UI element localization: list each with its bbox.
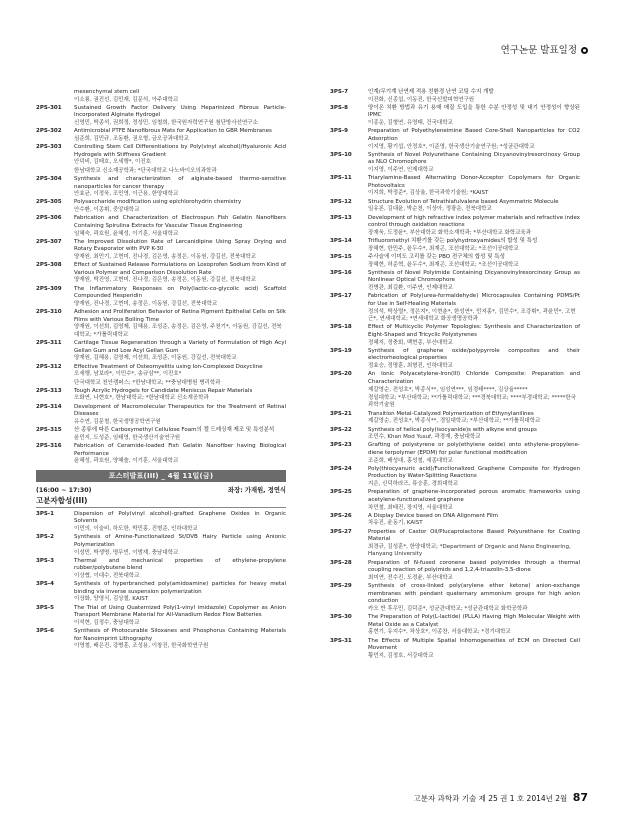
entry-title: mesenchymal stem cell	[74, 89, 140, 95]
entry-authors: 오세행, 남보라*, 이민수*, 송규삼**, 이진호*	[74, 371, 182, 378]
program-entry	[36, 89, 286, 104]
program-entry	[330, 324, 580, 347]
circle-bullet-icon	[581, 47, 588, 54]
entry-title: A Display Device based on DNA Alignment Film	[368, 512, 499, 519]
program-entry	[36, 340, 286, 363]
entry-code: 3PS-2	[36, 534, 54, 541]
entry-title: Synthesis of Novel Polyimide Containing Dicyanovinylresorcinoxy Group as Nonlinear Optical Chromophore	[368, 269, 580, 284]
program-entry	[330, 583, 580, 613]
page-number: 87	[572, 791, 588, 804]
entry-title: Grafting of polystyrene or poly(ethylene oxide) onto ethylene-propylene-diene terpolymer (EPDM) for polar functional modification	[368, 442, 580, 456]
entry-title: Synthesis and characterization of alginate-based thermo-sensitive nanoparticles for cancer therapy	[74, 175, 286, 190]
header-title: 연구논문 발표일정	[500, 45, 577, 56]
entry-authors: 제갈영순, 전성호*, 박종식**, 임성연***, 임경태****, 김상율*****	[368, 386, 528, 393]
entry-title: Tough Acrylic Hydrogels for Candidate Meniscus Repair Materials	[74, 387, 253, 394]
entry-authors: 제갈영순, 전성호*, 박종식**, 경일대학교; *부산대학교; **가톨릭대학교	[368, 418, 541, 425]
program-entry	[36, 558, 286, 581]
entry-authors: 이지희, 박정준*, 김상율, 한국과학기술원; *KAIST	[368, 190, 489, 197]
entry-title: Synthesis of Photocurable Siloxanes and Phosphorus Containing Materials for Nanoimprint Lithography	[74, 628, 286, 642]
entry-code: 3PS-18	[330, 324, 352, 331]
program-entry	[330, 489, 580, 512]
entry-title: The Improved Dissolution Rate of Lercanidipine Using Spray Drying and Rotary Evaporator with PVP K-30	[74, 238, 286, 253]
entry-title: Effect of Multicyclic Polymer Topologies: Synthesis and Characterization of Eight-Shaped and Tricyclic Polystyrenes	[368, 324, 580, 338]
entry-authors: 임혜숙, 곽호원, 윤혜성, 이기훈, 서울대학교	[74, 230, 179, 237]
entry-title: The Trial of Using Quaternized Poly(1-vinyl imidazole) Copolymer as Anion Transport Membrane Material for All-Vanadium Redox Flow Batteries	[74, 604, 286, 619]
program-entry	[330, 89, 580, 104]
entry-authors: 정효승, 정명훈, 최형진, 인하대학교	[368, 363, 453, 370]
entry-code: 2PS-301	[36, 104, 62, 111]
entry-code: 3PS-8	[330, 104, 348, 111]
program-entry	[330, 152, 580, 175]
program-entry	[36, 168, 286, 176]
entry-title: Fabrication and Characterization of Electrospun Fish Gelatin Nanofibers Containing Spirulina Extracts for Vascular Tissue Engineering	[74, 215, 286, 229]
entry-authors: 양재원, 최민기, 고현미, 진나경, 김은영, 송정은, 이동원, 강길선, 전북대학교	[74, 253, 257, 260]
entry-authors: 전병관, 최길환, 이주연, 인제대학교	[368, 285, 453, 292]
entry-code: 3PS-27	[330, 528, 352, 535]
entry-authors: 장재욱, 도정윤*, 부산대학교 화학소재학과; *부산대학교 화학교육과	[368, 229, 532, 236]
entry-authors: 안덕비, 김태호, 오세행*, 이진호	[74, 159, 151, 166]
entry-title: The Preparation of Poly(L-lactide) (PLLA) Having High Molecular Weight with Metal Oxide as a Catalyst	[368, 614, 580, 628]
entry-title: 산 종류에 따른 Carboxymethyl Cellulose Foam의 겔 드레싱재 제조 및 특성분석	[74, 427, 275, 434]
entry-code: 2PS-316	[36, 443, 62, 450]
entry-code: 3PS-26	[330, 512, 352, 519]
entry-authors: 이지영, 황기섭, 안정호*, 이준영, 한국생산기술연구원; *성균관대학교	[368, 143, 535, 150]
program-entry	[330, 348, 580, 371]
entry-title: Synthesis of Novel Polyurethane Containing Dicyanovinylresorcinoxy Group as NLO Chromophore	[368, 151, 580, 166]
entry-code: 3PS-1	[36, 510, 54, 517]
entry-title: Development of Macromolecular Therapeutics for the Treatment of Retinal Diseases	[74, 403, 286, 418]
entry-authors: 정의석, 박상렬*, 정은지*, 이현춘*, 한성연*, 민지홍*, 김민수*, 조강휘*, 곽윤민*, 고현근*, 연세대학교; *연세대학교 화공생명공학과	[368, 308, 576, 323]
entry-authors: 윤민지, 도성준, 임태영, 한국생산기술연구원	[74, 434, 181, 441]
entry-authors: 한남대학교 신소재공학과; *단국대학교 나노바이오의과학과	[74, 167, 217, 174]
entry-authors: 이종운, 김형연, 유영태, 건국대학교	[368, 120, 453, 127]
entry-authors: 장혜현, 허준혁, 윤두수*, 최재곤, 조선대학교; *조선이공대학교	[368, 261, 519, 268]
entry-title: Fabrication of Ceramide-loaded Fish Gelatin Nanofiber having Biological Performance	[74, 443, 286, 457]
program-entry	[330, 371, 580, 394]
program-entry	[330, 215, 580, 238]
program-entry	[36, 534, 286, 557]
session-title: 고분자합성(III)	[36, 495, 88, 505]
entry-code: 2PS-313	[36, 387, 62, 394]
entry-authors: 경일대학교; *부산대학교; **가톨릭대학교; ***경북대학교; ****부경대학교; *****한국과학기술원	[368, 394, 577, 409]
entry-title: Effective Treatment of Osteomyelitis using Ion-Complexed Doxycline	[74, 363, 263, 370]
program-entry	[330, 395, 580, 410]
program-entry	[36, 404, 286, 427]
entry-code: 2PS-312	[36, 363, 62, 370]
entry-code: 3PS-17	[330, 293, 352, 300]
program-entry	[36, 427, 286, 442]
entry-title: 양이온 치환 방법과 유기 용매 매질 도입을 통한 수분 안정성 및 대기 안정성이 향상된 IPMC	[368, 104, 580, 119]
entry-title: 인계/무기계 난연제 적용 친환경 난연 코팅 수지 개발	[368, 89, 494, 95]
entry-title: Preparation of graphene-incorporated porous aromatic frameworks using acetylene-functionalized graphene	[368, 489, 580, 503]
entry-authors: 심준희, 김민규, 조동환, 권오형, 금오공과대학교	[74, 135, 189, 142]
entry-code: 3PS-24	[330, 465, 352, 472]
entry-code: 2PS-303	[36, 144, 62, 151]
footer	[413, 791, 588, 804]
entry-code: 2PS-305	[36, 199, 62, 206]
entry-code: 2PS-314	[36, 403, 62, 410]
program-entry	[330, 128, 580, 151]
program-entry	[36, 262, 286, 285]
entry-code: 3PS-7	[330, 89, 348, 95]
entry-title: Synthesis of hyperbranched poly(amidoamine) particles for heavy metal binding via inverse suspension polymerization	[74, 581, 286, 595]
entry-code: 3PS-25	[330, 489, 352, 496]
entry-code: 3PS-4	[36, 581, 54, 588]
entry-code: 2PS-306	[36, 215, 62, 222]
entry-code: 2PS-307	[36, 238, 62, 245]
entry-authors: 이상협, 이대수, 전북대학교	[74, 573, 140, 579]
program-entry	[36, 176, 286, 199]
program-entry	[36, 605, 286, 628]
entry-title: Dispersion of Poly(vinyl alcohol)-grafted Graphene Oxides in Organic Solvents	[74, 510, 286, 525]
entry-code: 2PS-302	[36, 128, 62, 135]
entry-authors: 조민수, Khan Mod Yusuf, 곽경재, 충남대학교	[368, 434, 481, 441]
entry-title: Synthesis of helical poly(isocyanide)s with alkyne end groups	[368, 426, 537, 433]
entry-code: 3PS-11	[330, 175, 352, 182]
entry-title: An Ionic Polyacetylene-Iron(III) Chloride Composite: Preparation and Characterization	[368, 371, 580, 385]
program-entry	[330, 529, 580, 559]
entry-list-right	[330, 89, 580, 661]
program-entry	[330, 466, 580, 489]
entry-authors: 단국대학교 천안캠퍼스; *한남대학교; **충남대병원 병리학과	[74, 379, 221, 386]
entry-code: 3PS-14	[330, 238, 352, 245]
program-entry	[330, 427, 580, 442]
entry-title: Synthesis of cross-linked poly(arylene ether ketone) anion-exchange membranes with pendant quaternary ammonium groups for high anion conduction	[368, 583, 580, 605]
entry-title: The Inflammatory Responses on Poly(lactic-co-glycolic acid) Scaffold Compounded Hesperidin	[74, 285, 286, 300]
program-entry	[330, 411, 580, 426]
entry-title: Fabrication of Poly(urea-formaldehyde) Microcapsules Containing PDMS/Pt for Use in Self-Healing Materials	[368, 293, 580, 307]
divider	[36, 507, 286, 508]
running-head	[501, 42, 588, 56]
program-entry	[36, 388, 286, 403]
entry-code: 3PS-12	[330, 198, 352, 205]
entry-authors: 조준희, 배성대, 홍성철, 세종대학교	[368, 457, 453, 464]
entry-authors: 이영철, 배은진, 강병훈, 조성용, 이창진, 한국화학연구원	[74, 643, 209, 650]
entry-list-left-2	[36, 511, 286, 651]
left-column	[36, 89, 286, 652]
entry-authors: 지은, 신덕하라즈, 류승훈, 경희대학교	[368, 481, 459, 488]
footer-journal: 고분자 과학과 기술 제 25 권 1 호 2014년 2월	[413, 794, 568, 803]
entry-title: Development of high refractive index polymer materials and refractive index control through oxidation reactions	[368, 214, 580, 229]
entry-title: Trifluoromethyl 치환기를 갖는 polyhydroxyamides의 합성 및 특성	[368, 238, 538, 245]
entry-code: 3PS-22	[330, 426, 352, 433]
entry-authors: 이민의, 이슬비, 하도한, 박민홍, 진형준, 인하대학교	[74, 526, 198, 533]
program-entry	[36, 309, 286, 339]
entry-authors: 이상화, 양영식, 김상철, KAIST	[74, 596, 149, 603]
program-entry	[36, 364, 286, 379]
program-entry	[330, 560, 580, 583]
entry-authors: 양재원, 박진영, 고현미, 진나경, 김은영, 송정은, 이동원, 강길선, 전북대학교	[74, 277, 257, 284]
entry-code: 2PS-315	[36, 427, 62, 434]
entry-authors: 임유론, 김대윤, 박순천, 이상아, 정광운, 전북대학교	[368, 206, 492, 213]
entry-authors: 양재원, 김혜용, 김영제, 이선희, 조성준, 이동원, 강길선, 전북대학교	[74, 355, 237, 362]
entry-authors: 정혜지, 정충회, 백현종, 부산대학교	[368, 339, 453, 346]
entry-code: 3PS-28	[330, 559, 352, 566]
program-entry	[330, 199, 580, 214]
entry-title: The Effects of Multiple Spatial Inhomogeneities of ECM on Directed Cell Movement	[368, 637, 580, 652]
entry-code: 2PS-310	[36, 309, 62, 316]
entry-title: Adhesion and Proliferation Behavior of Retina Pigment Epithelial Cells on Silk Films with Various Boiling Time	[74, 309, 286, 323]
program-entry	[330, 614, 580, 637]
entry-code: 2PS-308	[36, 262, 62, 269]
entry-title: Preparation of Polyethyleneimine Based Core-Shell Nanoparticles for CO2 Adsorption	[368, 128, 580, 142]
entry-code: 3PS-6	[36, 628, 54, 635]
entry-authors: 유수연, 김문철, 한국생명공학연구원	[74, 418, 161, 425]
entry-authors: 이석현, 김정수, 충남대학교	[74, 619, 140, 626]
entry-authors: 장혜현, 한민주, 윤두수*, 최재곤, 조선대학교; *조선이공대학교	[368, 245, 519, 252]
entry-code: 3PS-5	[36, 604, 54, 611]
entry-title: Thermal and mechanical properties of ethylene-propylene rubber/polybutene blend	[74, 557, 286, 572]
right-column	[330, 89, 580, 661]
entry-authors: 오화연, 나현호*, 한남대학교; *한남대학교 신소재공학과	[74, 395, 209, 402]
entry-title: Triarylamine-Based Alternating Donor-Acceptor Copolymers for Organic Photovoltaics	[368, 175, 580, 189]
entry-code: 3PS-15	[330, 253, 352, 260]
entry-title: Effect of Sustained Release Formulations on Loxoprofen Sodium from Kind of Various Polymer and Comparison Dissolution Rate	[74, 262, 286, 276]
entry-authors: 양재원, 진나경, 고현미, 송정은, 이동원, 강길선, 전북대학교	[74, 300, 218, 307]
entry-code: 3PS-10	[330, 151, 352, 158]
entry-list-left	[36, 89, 286, 466]
program-entry	[36, 511, 286, 534]
entry-authors: 이지영, 이주연, 인제대학교	[368, 167, 434, 173]
program-entry	[36, 199, 286, 214]
program-entry	[36, 628, 286, 651]
entry-title: Preparation of N-fused coronene based polyimides through a thermal coupling reaction of polyimids and 1,2,4-triazolin-3,5-dione	[368, 559, 580, 574]
entry-authors: 최경규, 김성훈*, 한양대학교; *Department of Organic and Nano Engineering, Hanyang University	[368, 543, 571, 558]
entry-code: 3PS-29	[330, 583, 352, 590]
entry-code: 2PS-304	[36, 175, 62, 182]
program-entry	[330, 513, 580, 528]
program-entry	[330, 238, 580, 253]
entry-code: 3PS-30	[330, 614, 352, 621]
program-entry	[330, 638, 580, 661]
session-banner: 포스터발표(III) _ 4월 11일(금)	[36, 470, 286, 482]
program-entry	[36, 380, 286, 388]
entry-title: Synthesis of graphene oxide/polypyrrole composites and their electrorheological properties	[368, 347, 580, 362]
entry-code: 2PS-309	[36, 285, 62, 292]
program-entry	[36, 215, 286, 238]
program-entry	[36, 581, 286, 604]
entry-code: 3PS-16	[330, 269, 352, 276]
entry-code: 3PS-23	[330, 442, 352, 449]
program-entry	[330, 270, 580, 293]
entry-authors: 양재원, 이선희, 김영제, 김혜용, 조성준, 송정은, 김은영, 주천기*, 이동원, 강길선, 전북대학교; *가톨릭대학교	[74, 324, 282, 338]
entry-authors: 윤혜성, 곽호원, 양혜솔, 이기훈, 서울대학교	[74, 458, 179, 465]
session-time: (16:00 ~ 17:30)	[36, 486, 92, 494]
entry-title: Transition Metal-Catalyzed Polymerization of Ethynylanilines	[368, 410, 534, 417]
entry-authors: 황민지, 김정호, 서강대학교	[368, 652, 434, 659]
entry-title: Structure Evolution of Tetrathiafulvalene based Asymmetric Molecule	[368, 198, 559, 205]
program-entry	[330, 105, 580, 128]
session-chair: 좌장: 가재원, 정연식	[228, 486, 286, 494]
entry-authors: 최미연, 전수진, 도정윤, 부산대학교	[368, 574, 453, 581]
entry-code: 3PS-13	[330, 214, 352, 221]
entry-authors: 안수환, 이종휘, 중앙대학교	[74, 207, 140, 214]
entry-authors: 이성민, 박생명, 명무빈, 이범재, 충남대학교	[74, 549, 179, 556]
program-entry	[330, 254, 580, 269]
program-entry	[330, 442, 580, 465]
program-entry	[330, 293, 580, 323]
entry-title: Cartilage Tissue Regeneration through a Variety of Formulation of High Acyl Gellan Gum and Low Acyl Gellan Gum	[74, 340, 286, 354]
program-entry	[36, 239, 286, 262]
entry-code: 3PS-31	[330, 637, 352, 644]
program-entry	[36, 128, 286, 143]
entry-title: Sustained Growth Factor Delivery Using Heparinized Fibrous Particle-Incorporated Alginate Hydrogel	[74, 104, 286, 119]
entry-title: Properties of Castor Oil/Plucaprolactone Based Polyurethane for Coating Material	[368, 528, 580, 543]
entry-code: 3PS-19	[330, 347, 352, 354]
entry-authors: 신영민, 박종석, 권희정, 정성민, 임철희, 한국원자력연구원 첨단방사선연구소	[74, 120, 258, 127]
program-entry	[330, 175, 580, 198]
entry-code: 3PS-21	[330, 410, 352, 417]
entry-authors: 차민철, 최태진, 장지영, 서울대학교	[368, 504, 453, 511]
program-entry	[36, 443, 286, 466]
entry-title: Synthesis of Amine-Functionalized St/DVB Hairy Particle using Anionic Polymerization	[74, 534, 286, 548]
program-entry	[36, 144, 286, 167]
program-entry	[36, 286, 286, 309]
entry-title: Antimicrobial PTFE Nanofibrous Mats for Application to GBR Membranes	[74, 128, 272, 135]
entry-code: 3PS-20	[330, 371, 352, 378]
entry-code: 3PS-9	[330, 128, 348, 135]
entry-title: Controlling Stem Cell Differentiations by Poly(vinyl alcohol)/Hyaluronic Acid Hydrogels with Stiffness Gradient	[74, 144, 286, 158]
entry-authors: 이소룡, 권진선, 김민재, 김문석, 아주대학교	[74, 96, 179, 103]
entry-authors: 차유진, 윤동기, KAIST	[368, 520, 423, 527]
entry-authors: 안효균, 이정욱, 조민영, 이근용, 한양대학교	[74, 191, 179, 198]
entry-authors: 이진화, 신종섭, 이동진, 한국신발피혁연구원	[368, 96, 475, 103]
entry-code: 2PS-311	[36, 340, 62, 347]
entry-authors: 홍현기, 유지수*, 차상호*, 이종찬, 서울대학교; *경기대학교	[368, 629, 511, 636]
program-entry	[36, 105, 286, 128]
entry-title: Poly(thiocyanuric acid)/Functionalized Graphene Composite for Hydrogen Production by Water-Splitting Reactions	[368, 465, 580, 480]
entry-title: 주사슬에 이미도 고리를 갖는 PBO 전구체의 합성 및 특성	[368, 253, 505, 260]
entry-title: Polysaccharide modification using epichlorohydrin chemistry	[74, 199, 242, 206]
entry-code: 3PS-3	[36, 557, 54, 564]
session-info	[36, 486, 286, 495]
entry-authors: 카오 반 후우민, 김덕준*, 성균관대학교; *성균관대학교 화학공학과	[368, 606, 528, 612]
